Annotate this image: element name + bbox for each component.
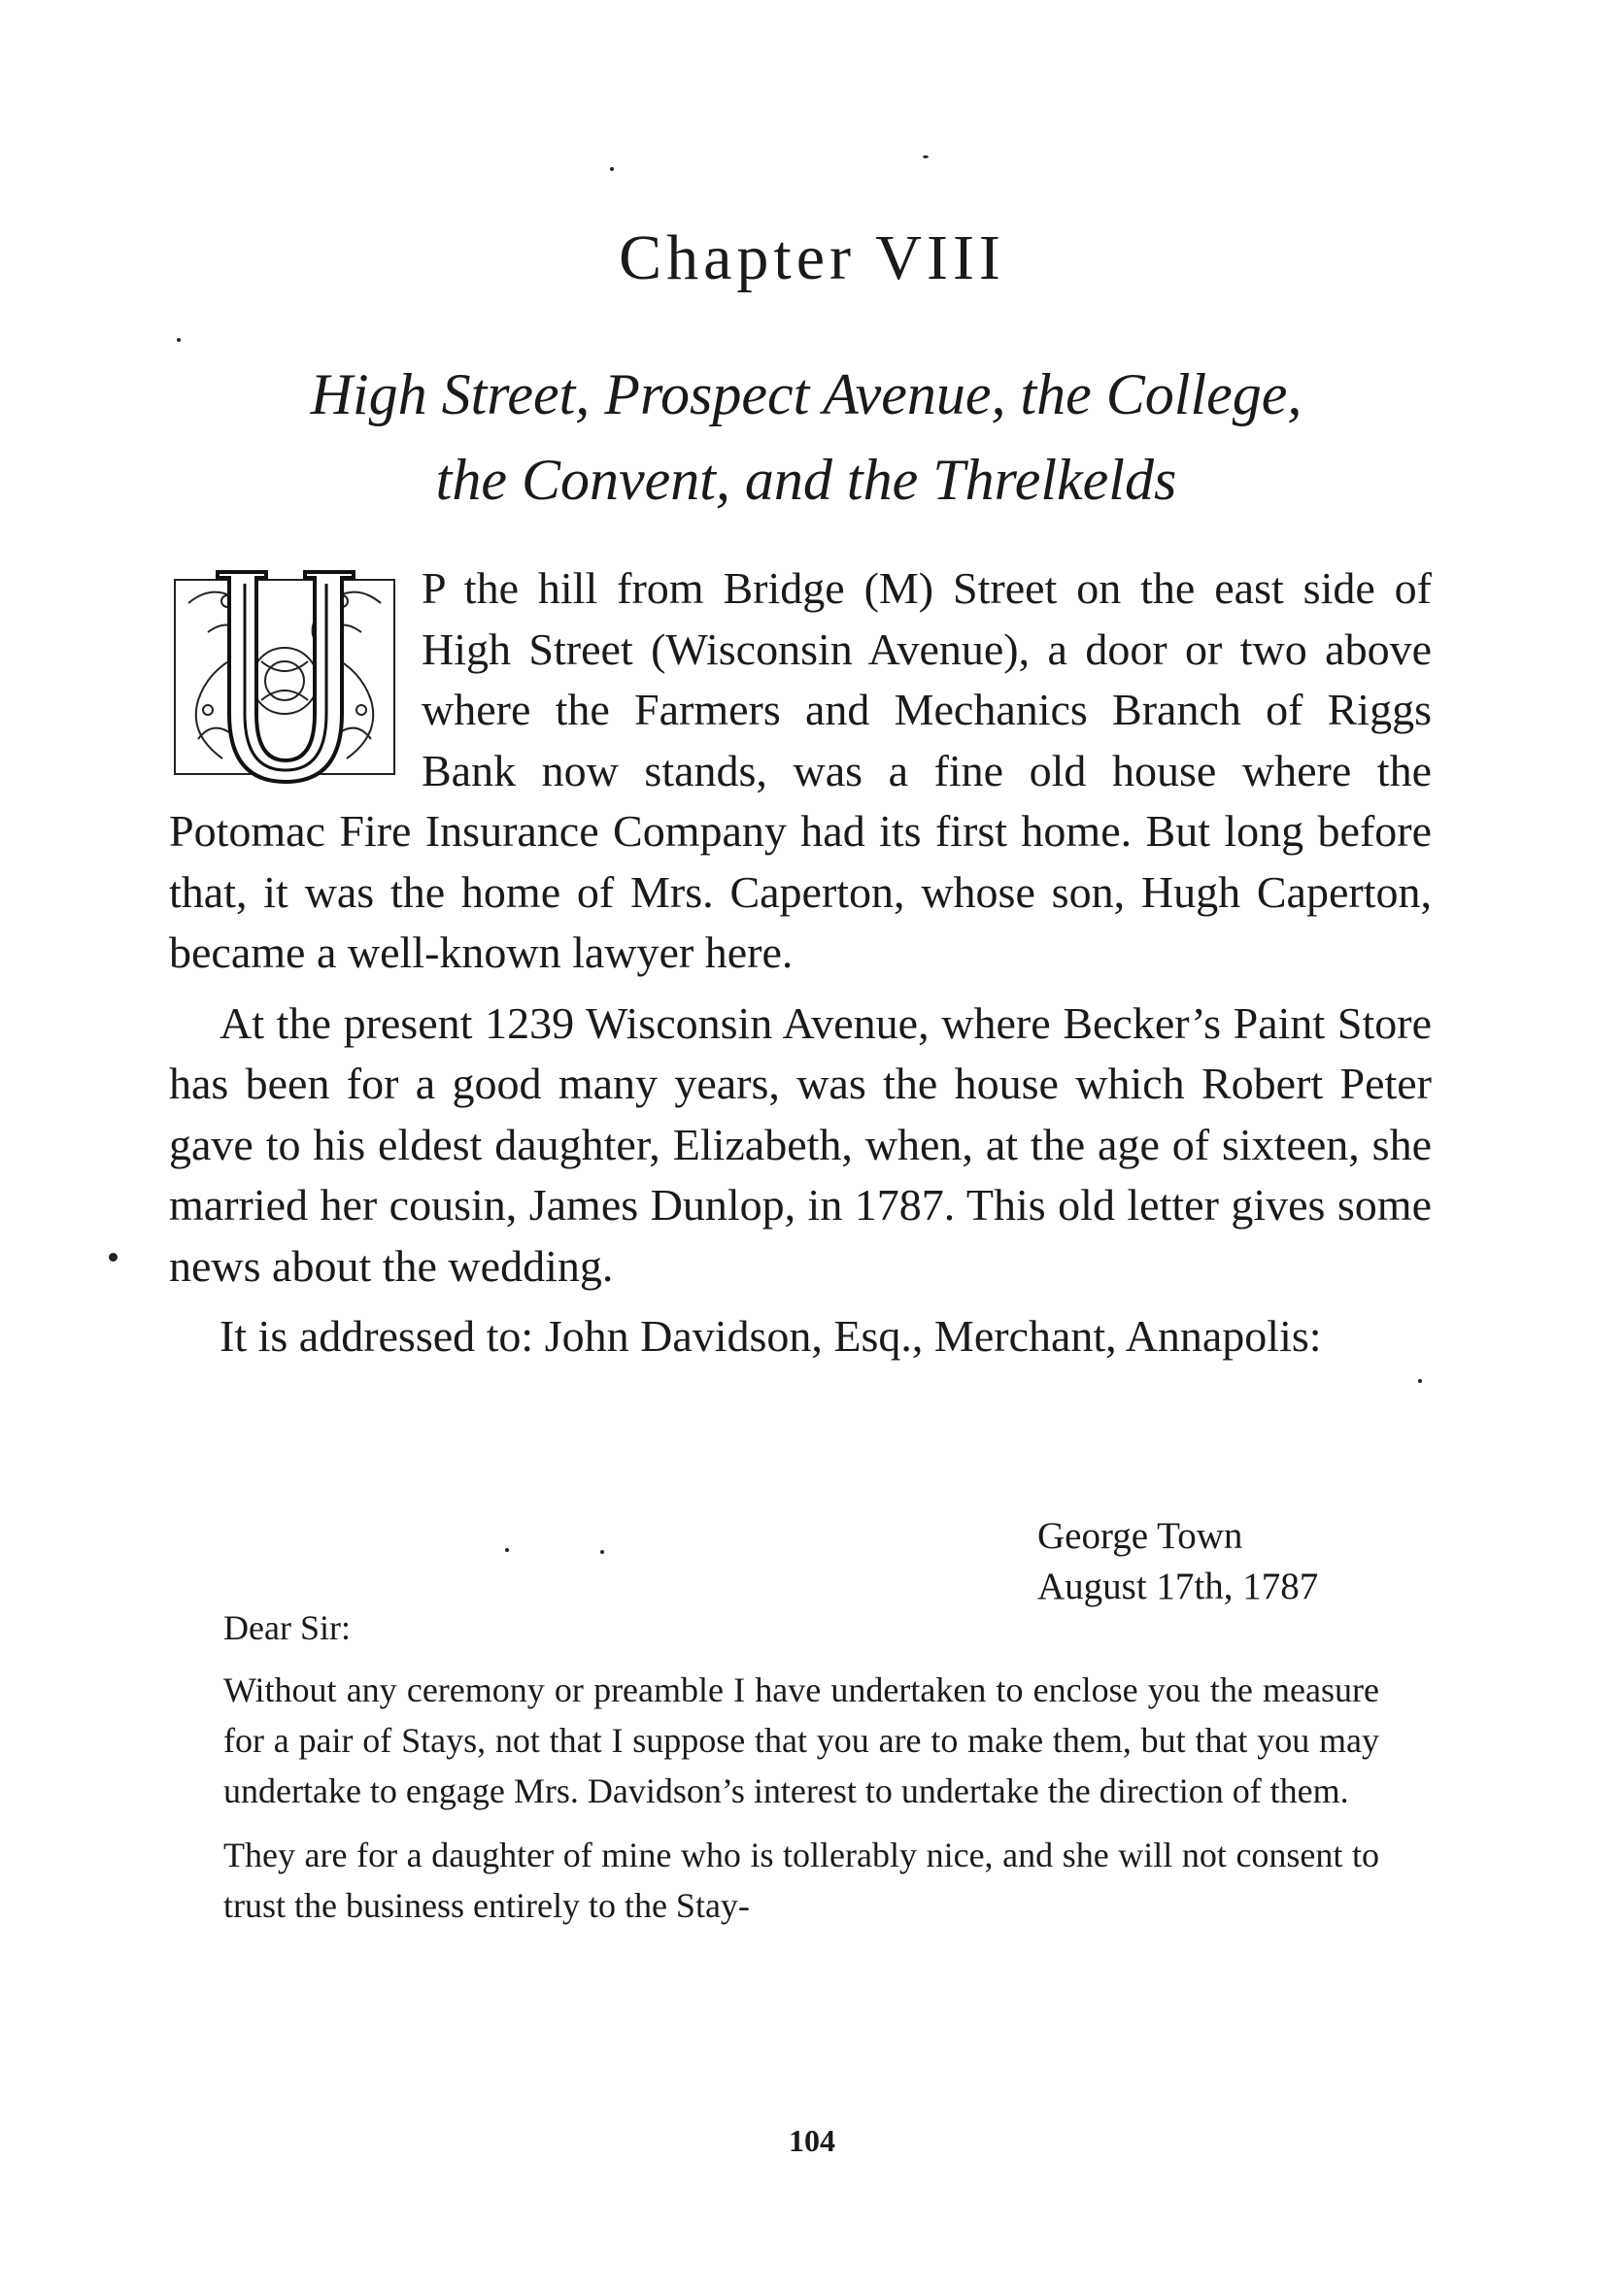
paragraph-3: It is addressed to: John Davidson, Esq., Merchant, Annapolis:: [220, 1311, 1322, 1361]
body-text: [169, 558, 1432, 1367]
letter-place: George Town: [1037, 1515, 1243, 1557]
scan-speck: [109, 1253, 118, 1262]
chapter-subtitle-line-1: High Street, Prospect Avenue, the College,: [310, 362, 1303, 426]
paragraph-2: At the present 1239 Wisconsin Avenue, where Becker’s Paint Store has been for a good many years, was the house which Robert Peter gave to his eldest daughter, Elizabeth, when, at the age of sixteen, she married her cousin, James Dunlop, in 1787. This old letter gives some news about the wedding.: [169, 997, 1432, 1291]
chapter-title: Chapter VIII: [619, 222, 1005, 293]
scan-speck: [600, 1550, 604, 1554]
letter-date: August 17th, 1787: [1037, 1566, 1319, 1607]
scan-speck: [923, 155, 929, 158]
letter-paragraph-1: Without any ceremony or preamble I have undertaken to enclose you the measure for a pair of Stays, not that I suppose that you are to make them, but that you may undertake to engage Mrs. Davidson’s interest to undertake the direction of them.: [223, 1670, 1379, 1810]
chapter-subtitle-line-2: the Convent, and the Threlkelds: [435, 448, 1177, 512]
scan-speck: [177, 338, 181, 342]
ornamental-drop-cap: [169, 564, 400, 790]
chapter-subtitle: [175, 352, 1438, 523]
quoted-letter: [223, 1602, 1379, 1944]
scan-speck: [1418, 1379, 1422, 1383]
letter-paragraph-2: They are for a daughter of mine who is tollerably nice, and she will not consent to trust the business entirely to the Stay-: [223, 1836, 1379, 1925]
letter-dateline: [1037, 1511, 1318, 1612]
letter-salutation: Dear Sir:: [223, 1608, 351, 1647]
scan-speck: [505, 1548, 509, 1552]
drop-cap-letter: U: [285, 673, 292, 684]
scan-speck: [610, 167, 614, 171]
page-number: 104: [789, 2123, 835, 2158]
paragraph-1: P the hill from Bridge (M) Street on the east side of High Street (Wisconsin Avenue), a door or two above where the Farmers and Mechanics Branch of Riggs Bank now stands, was a fine old house where the Potomac Fire Insurance Company had its first home. But long before that, it was the home of Mrs. Caperton, whose son, Hugh Caperton, became a well-known lawyer here.: [169, 563, 1432, 977]
